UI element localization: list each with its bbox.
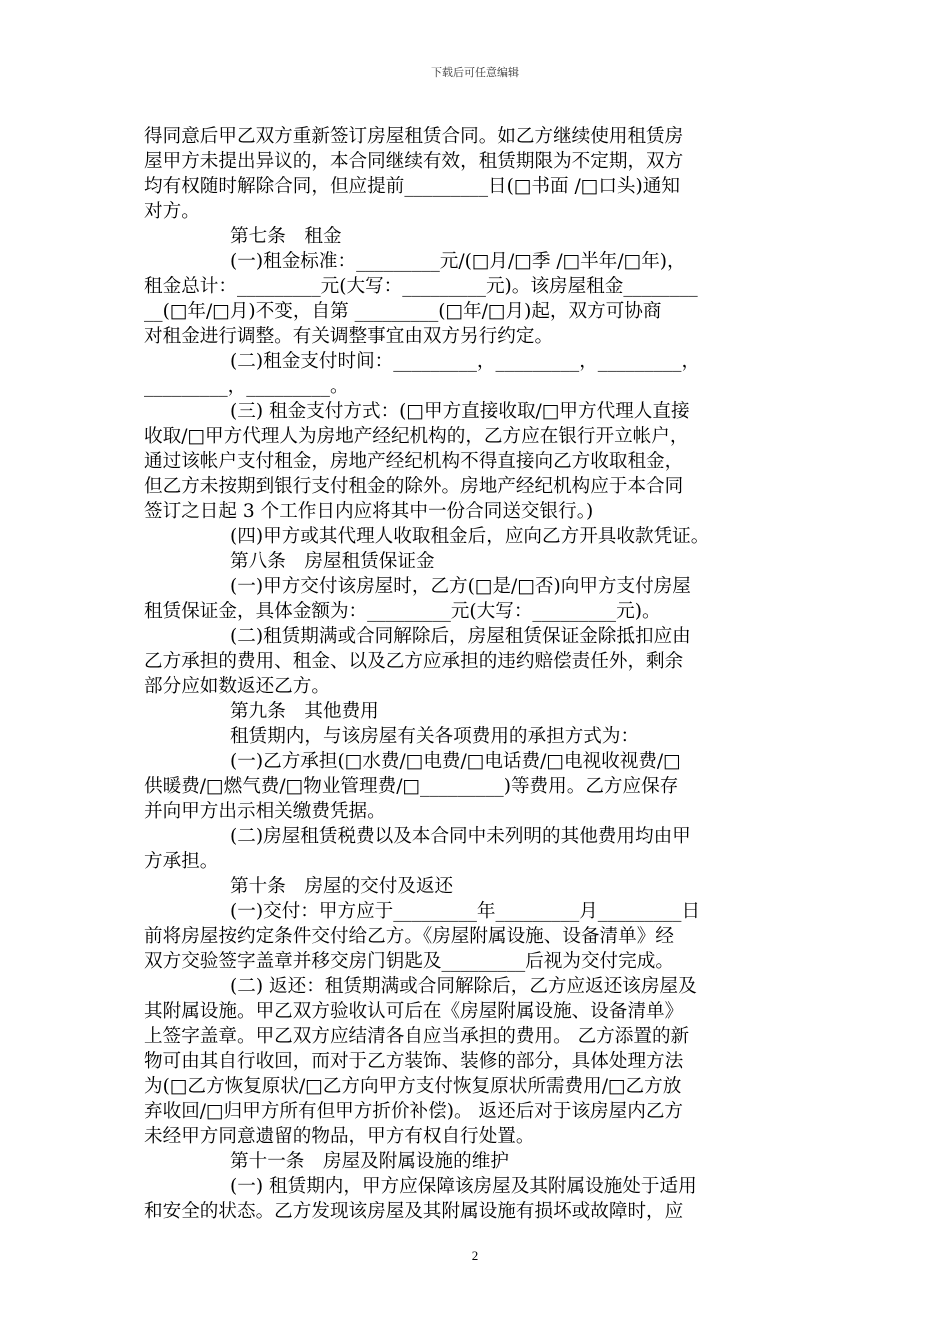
page-header: 下载后可任意编辑 — [431, 66, 519, 79]
text-line-content: 其附属设施。甲乙双方验收认可后在《房屋附属设施、设备清单》 — [144, 1001, 684, 1022]
text-line — [144, 599, 804, 624]
text-line-content: 弃收回/□归甲方所有但甲方折价补偿)。 返还后对于该房屋内乙方 — [144, 1101, 684, 1122]
text-line-content: (三) 租金支付方式：(□甲方直接收取/□甲方代理人直接 — [230, 401, 690, 422]
text-line-content: 对租金进行调整。有关调整事宜由双方另行约定。 — [144, 326, 554, 347]
text-line-content: 乙方承担的费用、租金、以及乙方应承担的违约赔偿责任外，剩余 — [144, 651, 684, 672]
text-line — [144, 699, 804, 724]
text-line-content: (一) 租赁期内，甲方应保障该房屋及其附属设施处于适用 — [230, 1176, 697, 1197]
text-line-content: 均有权随时解除合同，但应提前_________日(□书面 /□口头)通知 — [144, 176, 680, 197]
text-line — [144, 1024, 804, 1049]
text-line — [144, 1149, 804, 1174]
text-line — [144, 474, 804, 499]
text-line — [144, 1049, 804, 1074]
text-line-content: 第十一条 房屋及附属设施的维护 — [230, 1151, 509, 1172]
text-line — [144, 999, 804, 1024]
text-line-content: 第九条 其他费用 — [230, 701, 379, 722]
text-line-content: (一)租金标准：_________元/(□月/□季 /□半年/□年)， — [230, 251, 686, 272]
text-line-content: 得同意后甲乙双方重新签订房屋租赁合同。如乙方继续使用租赁房 — [144, 126, 684, 147]
text-line-content: __(□年/□月)不变，自第 _________(□年/□月)起，双方可协商 — [144, 301, 662, 322]
text-line-content: 租赁期内，与该房屋有关各项费用的承担方式为： — [230, 726, 640, 747]
text-line-content: (二)租金支付时间：_________，_________，_________， — [230, 351, 701, 372]
text-line-content: 第十条 房屋的交付及返还 — [230, 876, 454, 897]
text-line — [144, 224, 804, 249]
text-line-content: (四)甲方或其代理人收取租金后，应向乙方开具收款凭证。 — [230, 526, 710, 547]
text-line-content: (二)租赁期满或合同解除后，房屋租赁保证金除抵扣应由 — [230, 626, 691, 647]
text-line — [144, 374, 804, 399]
text-line-content: 和安全的状态。乙方发现该房屋及其附属设施有损坏或故障时，应 — [144, 1201, 684, 1222]
text-line — [144, 1174, 804, 1199]
text-line-content: 上签字盖章。甲乙双方应结清各自应当承担的费用。 乙方添置的新 — [144, 1026, 690, 1047]
text-line-content: _________，_________。 — [144, 376, 349, 397]
text-line — [144, 824, 804, 849]
text-line — [144, 874, 804, 899]
text-line-content: 屋甲方未提出异议的，本合同继续有效，租赁期限为不定期，双方 — [144, 151, 684, 172]
text-line — [144, 949, 804, 974]
text-line — [144, 499, 804, 524]
text-line — [144, 299, 804, 324]
text-line — [144, 924, 804, 949]
text-line-content: (一)交付：甲方应于_________年_________月_________日 — [230, 901, 701, 922]
text-line-content: 第七条 租金 — [230, 226, 342, 247]
text-line-content: 前将房屋按约定条件交付给乙方。《房屋附属设施、设备清单》经 — [144, 926, 674, 947]
text-line-content: 方承担。 — [144, 851, 219, 872]
text-line — [144, 324, 804, 349]
text-line-content: (二) 返还：租赁期满或合同解除后，乙方应返还该房屋及 — [230, 976, 697, 997]
text-line — [144, 124, 804, 149]
text-line-content: 并向甲方出示相关缴费凭据。 — [144, 801, 386, 822]
text-line — [144, 524, 804, 549]
text-line-content: 签订之日起 3 个工作日内应将其中一份合同送交银行。) — [144, 501, 594, 522]
text-line — [144, 274, 804, 299]
text-line — [144, 899, 804, 924]
text-line-content: 租金总计：_________元(大写：_________元)。该房屋租金________ — [144, 276, 698, 297]
text-line-content: 收取/□甲方代理人为房地产经纪机构的，乙方应在银行开立帐户， — [144, 426, 689, 447]
page-number: 2 — [471, 1248, 479, 1263]
text-line — [144, 1124, 804, 1149]
text-line-content: 通过该帐户支付租金，房地产经纪机构不得直接向乙方收取租金， — [144, 451, 684, 472]
text-line — [144, 549, 804, 574]
text-line — [144, 649, 804, 674]
text-line — [144, 424, 804, 449]
text-line — [144, 974, 804, 999]
text-line — [144, 149, 804, 174]
text-line — [144, 1099, 804, 1124]
text-line-content: 对方。 — [144, 201, 200, 222]
text-line — [144, 799, 804, 824]
text-line-content: 但乙方未按期到银行支付租金的除外。房地产经纪机构应于本合同 — [144, 476, 684, 497]
text-line — [144, 774, 804, 799]
text-line — [144, 199, 804, 224]
text-line-content: (一)甲方交付该房屋时，乙方(□是/□否)向甲方支付房屋 — [230, 576, 691, 597]
text-line-content: 租赁保证金，具体金额为：_________元(大写：_________元)。 — [144, 601, 661, 622]
text-line-content: 部分应如数返还乙方。 — [144, 676, 330, 697]
text-line — [144, 399, 804, 424]
text-line — [144, 1074, 804, 1099]
text-line — [144, 174, 804, 199]
text-line — [144, 349, 804, 374]
text-line — [144, 574, 804, 599]
text-line — [144, 624, 804, 649]
text-line — [144, 449, 804, 474]
text-line — [144, 249, 804, 274]
text-line-content: 双方交验签字盖章并移交房门钥匙及_________后视为交付完成。 — [144, 951, 674, 972]
text-line-content: 供暖费/□燃气费/□物业管理费/□_________)等费用。乙方应保存 — [144, 776, 679, 797]
text-line — [144, 1199, 804, 1224]
text-line — [144, 749, 804, 774]
contract-body — [144, 124, 804, 1224]
text-line-content: 为(□乙方恢复原状/□乙方向甲方支付恢复原状所需费用/□乙方放 — [144, 1076, 682, 1097]
text-line — [144, 849, 804, 874]
text-line-content: (一)乙方承担(□水费/□电费/□电话费/□电视收视费/□ — [230, 751, 681, 772]
text-line-content: 物可由其自行收回，而对于乙方装饰、装修的部分，具体处理方法 — [144, 1051, 684, 1072]
text-line-content: 第八条 房屋租赁保证金 — [230, 551, 435, 572]
text-line — [144, 724, 804, 749]
text-line — [144, 674, 804, 699]
text-line-content: (二)房屋租赁税费以及本合同中未列明的其他费用均由甲 — [230, 826, 691, 847]
text-line-content: 未经甲方同意遗留的物品，甲方有权自行处置。 — [144, 1126, 535, 1147]
